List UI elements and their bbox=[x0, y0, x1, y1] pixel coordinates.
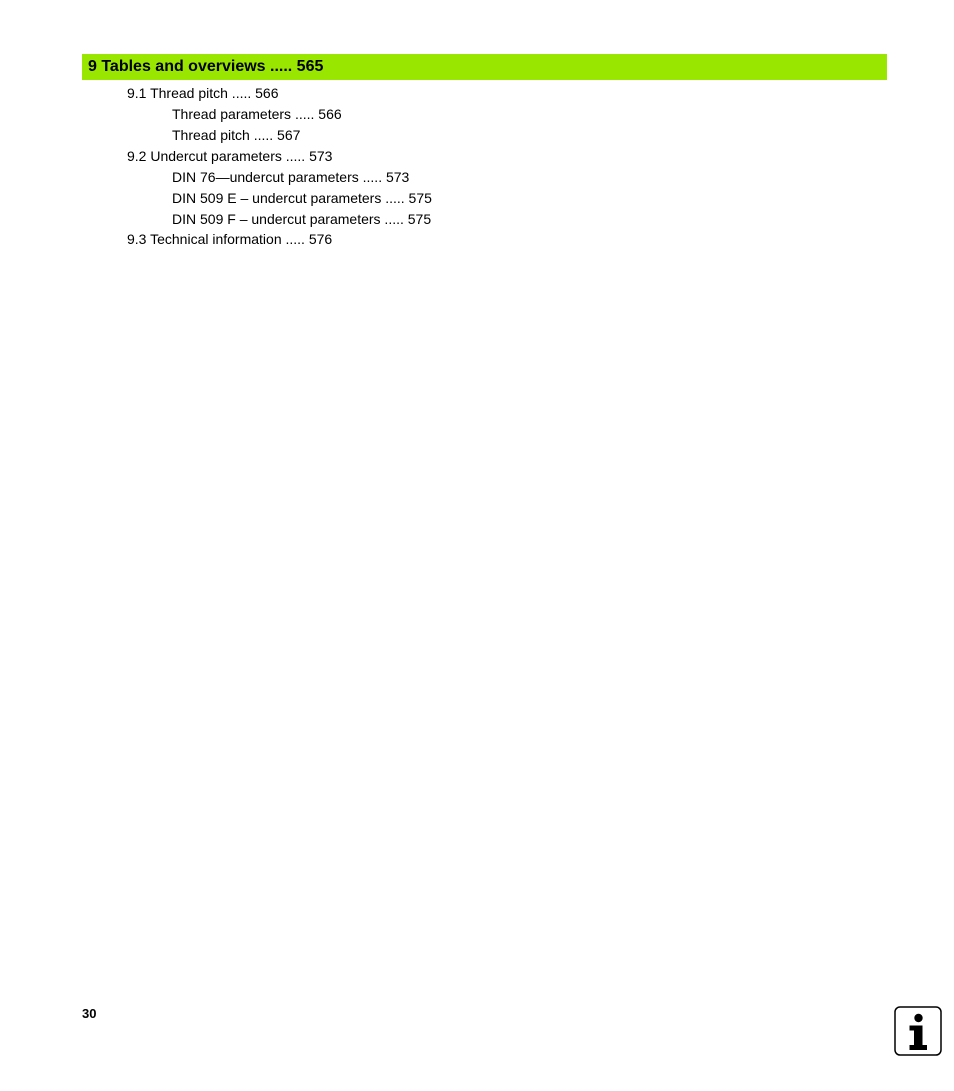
toc-entry-section[interactable]: 9.2 Undercut parameters ..... 573 bbox=[127, 148, 333, 164]
toc-entry-subsection[interactable]: Thread parameters ..... 566 bbox=[172, 106, 342, 122]
toc-entry-subsection[interactable]: Thread pitch ..... 567 bbox=[172, 127, 301, 143]
chapter-heading[interactable]: 9 Tables and overviews ..... 565 bbox=[88, 58, 324, 75]
toc-entry-section[interactable]: 9.3 Technical information ..... 576 bbox=[127, 231, 333, 247]
toc-entry-section[interactable]: 9.1 Thread pitch ..... 566 bbox=[127, 85, 279, 101]
page-number: 30 bbox=[82, 1006, 97, 1021]
toc-entry-subsection[interactable]: DIN 509 F – undercut parameters ..... 575 bbox=[172, 211, 432, 227]
chapter-heading-bar bbox=[82, 54, 887, 80]
toc-entry-subsection[interactable]: DIN 76—undercut parameters ..... 573 bbox=[172, 169, 410, 185]
toc-entry-subsection[interactable]: DIN 509 E – undercut parameters ..... 575 bbox=[172, 190, 432, 206]
info-icon bbox=[893, 1005, 943, 1057]
